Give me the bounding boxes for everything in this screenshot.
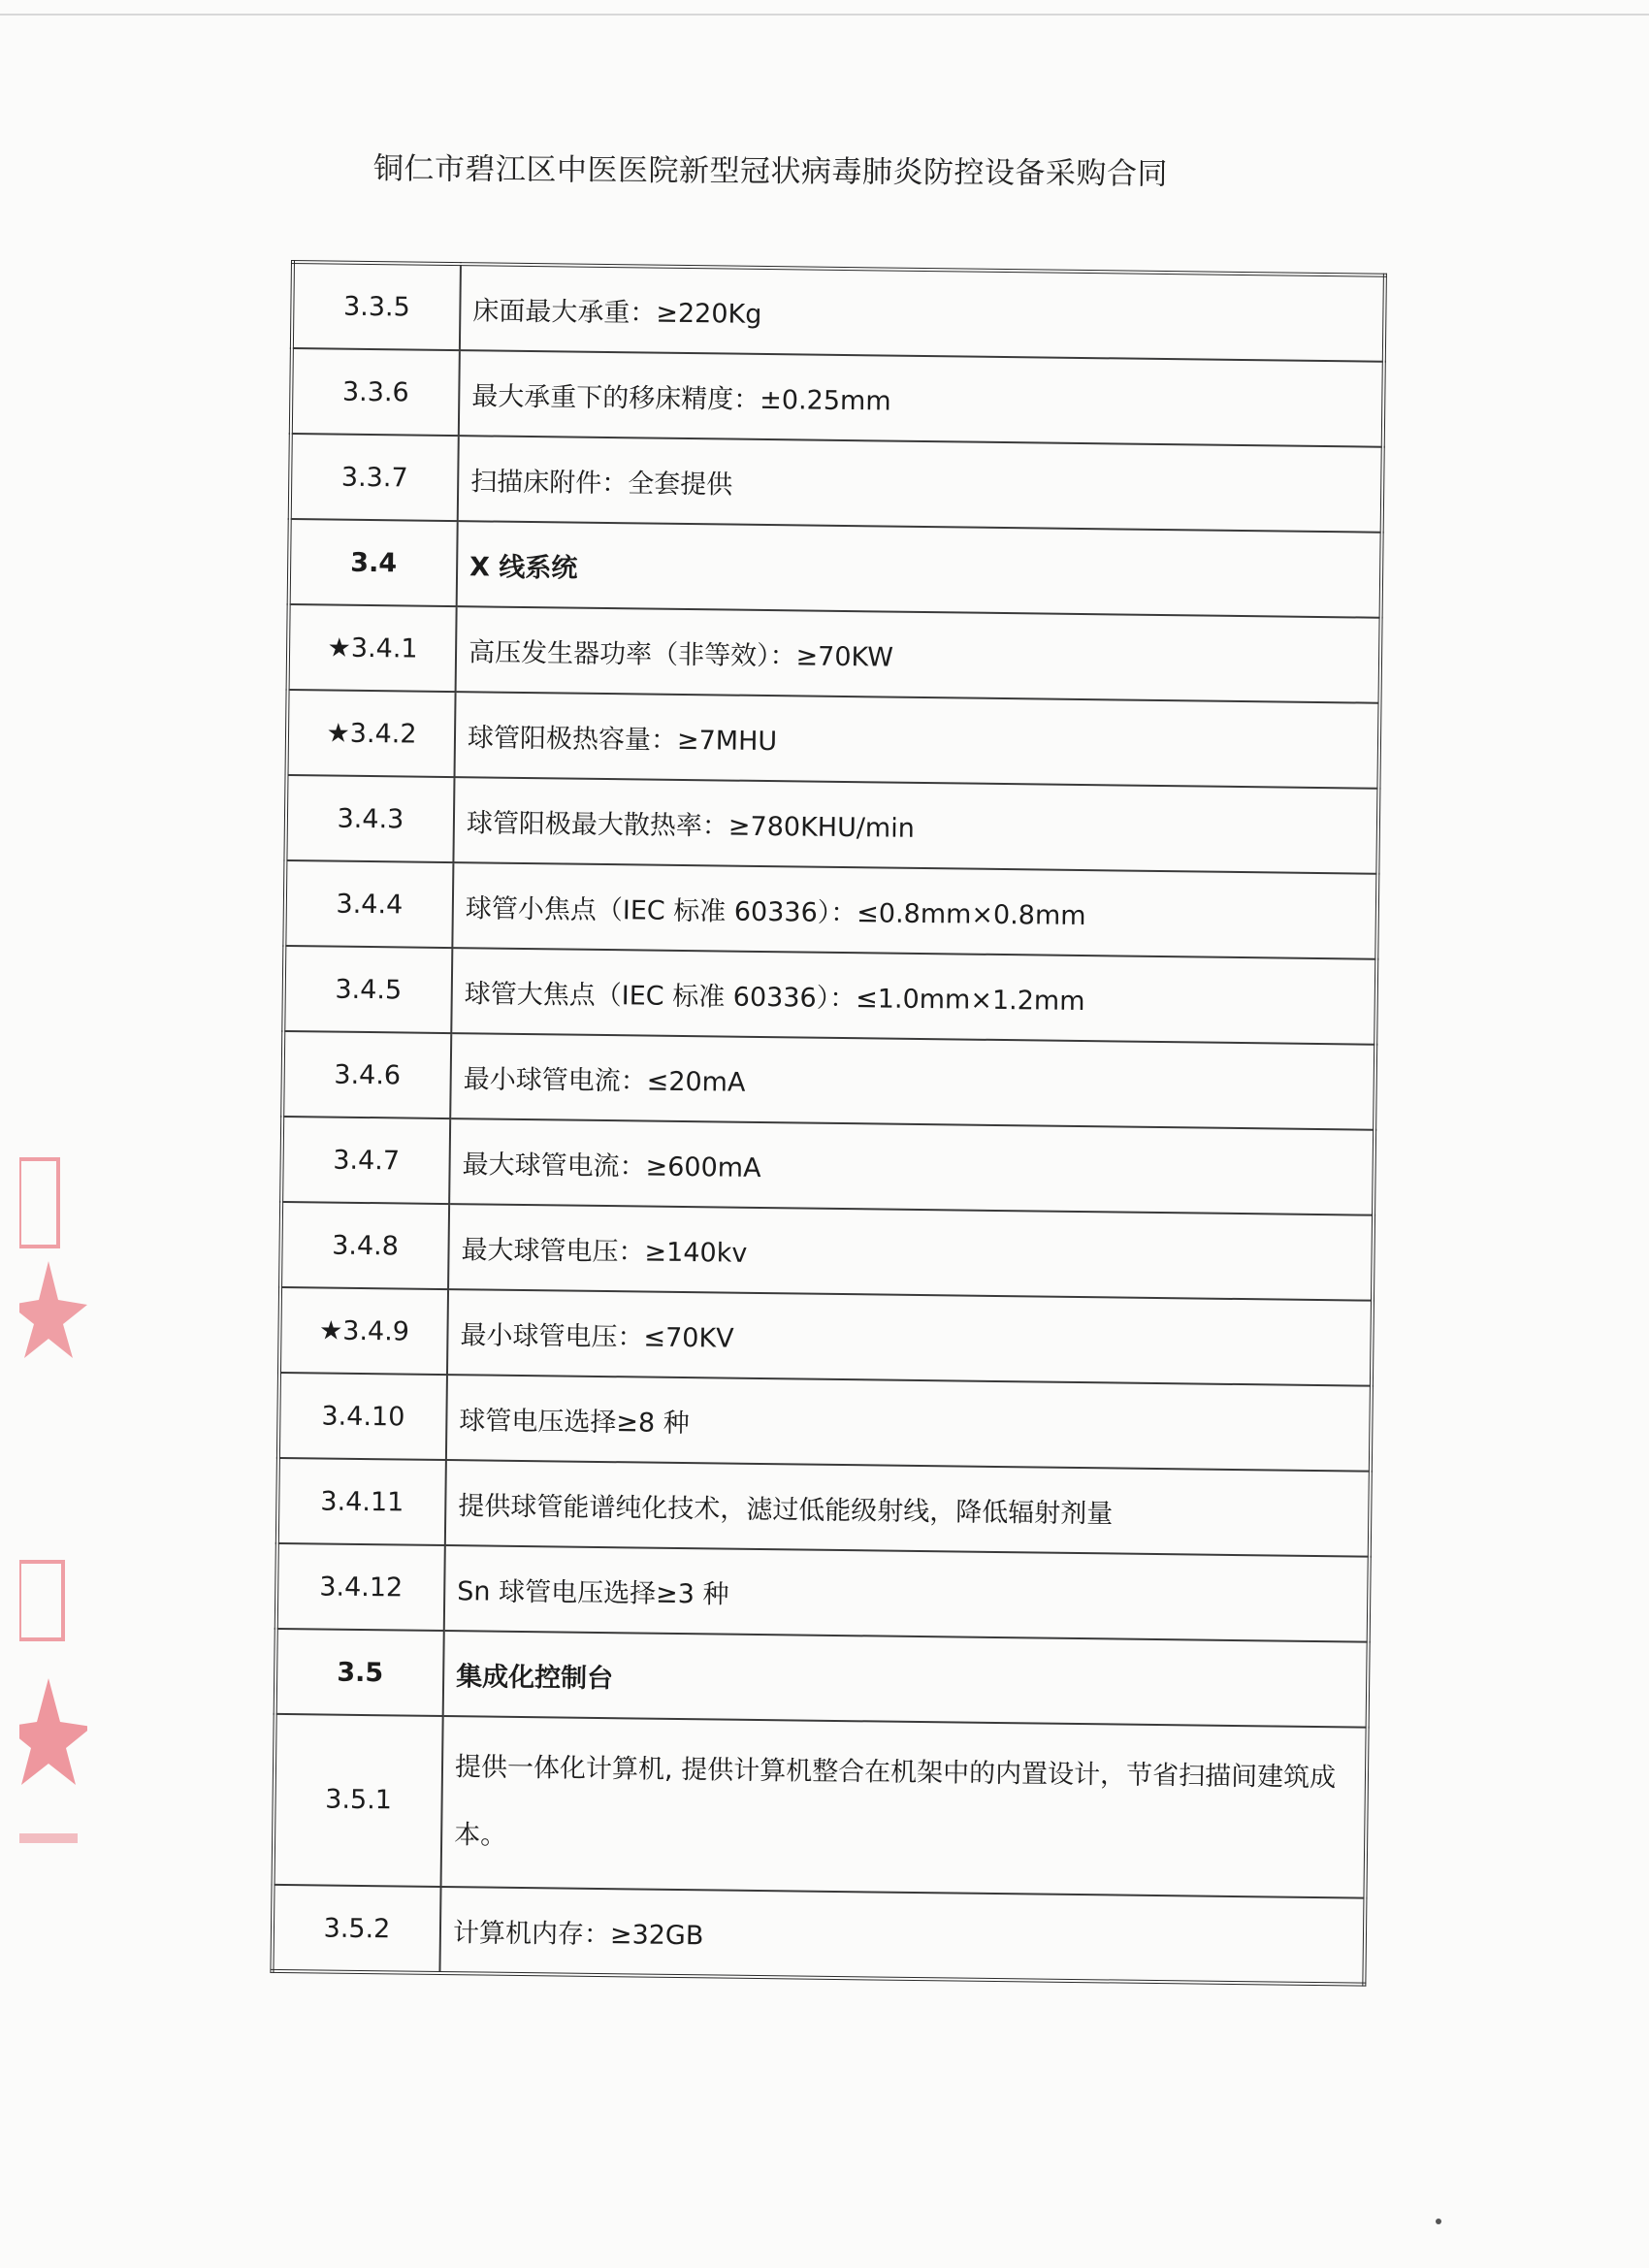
spec-item-text: 球管阳极热容量：≥7MHU [454, 692, 1379, 789]
red-seal-stamp-fragment [19, 1106, 87, 1901]
spec-item-number: 3.4 [289, 519, 458, 606]
spec-item-number: 3.4.8 [280, 1202, 449, 1289]
spec-item-number: 3.4.7 [281, 1117, 450, 1204]
spec-table [270, 260, 1386, 1987]
spec-row [284, 860, 1377, 959]
spec-item-text: 最大承重下的移床精度：±0.25mm [459, 350, 1384, 447]
spec-row [276, 1543, 1370, 1642]
scan-edge-line [0, 14, 1649, 16]
spec-item-text: 床面最大承重：≥220Kg [460, 264, 1385, 362]
spec-item-number: 3.4.3 [285, 775, 454, 862]
spec-item-text: 高压发生器功率（非等效）：≥70KW [456, 606, 1381, 703]
spec-row [283, 946, 1376, 1045]
spec-row [285, 775, 1378, 874]
spec-item-text: X 线系统 [457, 521, 1382, 618]
spec-item-text: 球管大焦点（IEC 标准 60336）：≤1.0mm×1.2mm [451, 948, 1376, 1045]
spec-item-text: 最小球管电流：≤20mA [450, 1033, 1375, 1130]
spec-item-number: 3.5.1 [274, 1714, 443, 1887]
spec-row [274, 1714, 1368, 1898]
spec-item-number: 3.4.5 [283, 946, 452, 1033]
spec-row [292, 262, 1385, 362]
page-title: 铜仁市碧江区中医医院新型冠状病毒肺炎防控设备采购合同 [372, 151, 1169, 192]
spec-item-number: 3.3.5 [292, 262, 461, 350]
spec-row [290, 434, 1383, 533]
spec-item-number: 3.3.7 [290, 434, 459, 521]
spec-row [272, 1885, 1365, 1985]
spec-item-number: 3.5 [275, 1629, 444, 1716]
spec-item-number: ★3.4.9 [279, 1287, 448, 1375]
spec-row [279, 1287, 1373, 1386]
spec-item-text: 最小球管电压：≤70KV [447, 1289, 1373, 1386]
spec-item-number: 3.4.11 [277, 1458, 446, 1545]
spec-item-text: 集成化控制台 [443, 1631, 1369, 1728]
spec-item-text: 球管小焦点（IEC 标准 60336）：≤0.8mm×0.8mm [452, 862, 1377, 959]
spec-item-text: 最大球管电压：≥140kv [448, 1204, 1374, 1301]
spec-item-number: 3.3.6 [291, 348, 460, 436]
spec-item-text: Sn 球管电压选择≥3 种 [444, 1545, 1370, 1642]
spec-item-number: 3.4.10 [278, 1373, 447, 1460]
spec-item-text: 球管阳极最大散热率：≥780KHU/min [453, 777, 1378, 874]
spec-row [278, 1373, 1372, 1472]
spec-row [291, 348, 1384, 447]
spec-item-number: 3.5.2 [272, 1885, 440, 1973]
spec-row [277, 1458, 1371, 1557]
spec-item-number: ★3.4.1 [288, 604, 457, 692]
spec-item-number: 3.4.4 [284, 860, 453, 948]
spec-item-text: 提供球管能谱纯化技术，滤过低能级射线，降低辐射剂量 [445, 1460, 1371, 1557]
spec-table-body [272, 262, 1384, 1985]
spec-item-text: 最大球管电流：≥600mA [449, 1118, 1374, 1215]
spec-row [280, 1202, 1374, 1301]
spec-item-text: 提供一体化计算机, 提供计算机整合在机架中的内置设计，节省扫描间建筑成本。 [441, 1716, 1368, 1898]
spec-item-text: 扫描床附件：全套提供 [458, 436, 1383, 533]
spec-row [282, 1031, 1375, 1130]
spec-item-number: 3.4.12 [276, 1543, 445, 1631]
spec-row [288, 604, 1381, 703]
spec-row [287, 690, 1380, 789]
spec-item-number: 3.4.6 [282, 1031, 451, 1118]
spec-item-text: 计算机内存：≥32GB [439, 1887, 1365, 1985]
spec-row [281, 1117, 1374, 1215]
spec-item-number: ★3.4.2 [287, 690, 456, 777]
spec-row [275, 1629, 1369, 1728]
scan-speck [1436, 2219, 1441, 2224]
spec-row [289, 519, 1382, 618]
spec-item-text: 球管电压选择≥8 种 [446, 1375, 1372, 1472]
